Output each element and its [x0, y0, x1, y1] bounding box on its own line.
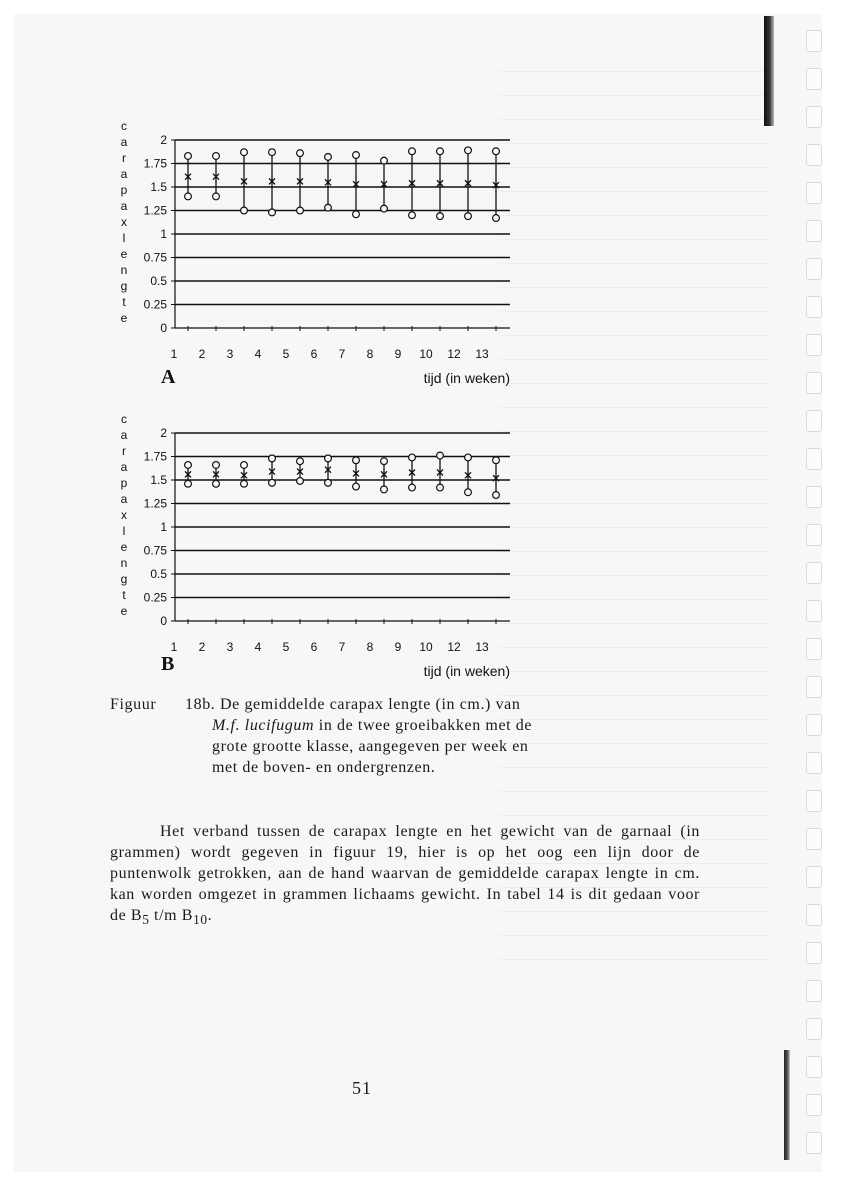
- binder-ring: [806, 144, 822, 166]
- subscript-10: 10: [193, 912, 208, 928]
- lower-bound-marker: [381, 486, 388, 493]
- binder-ring: [806, 106, 822, 128]
- x-tick-label: 10: [419, 640, 433, 654]
- y-axis-letter: a: [120, 460, 128, 474]
- binder-ring: [806, 904, 822, 926]
- caption-line-1: 18b. De gemiddelde carapax lengte (in cm.) van: [185, 696, 521, 713]
- binder-ring: [806, 866, 822, 888]
- lower-bound-marker: [325, 204, 332, 211]
- y-axis-letter: a: [120, 492, 128, 506]
- y-tick-label: 0.25: [143, 297, 167, 312]
- y-axis-letter: c: [121, 119, 127, 133]
- y-tick-label: 0.75: [143, 543, 167, 558]
- lower-bound-marker: [241, 207, 248, 214]
- lower-bound-marker: [241, 480, 248, 487]
- y-tick-label: 1.5: [150, 180, 167, 194]
- upper-bound-marker: [465, 147, 472, 154]
- y-axis-letter: p: [120, 476, 128, 490]
- y-tick-label: 0.25: [143, 590, 167, 605]
- upper-bound-marker: [241, 462, 248, 469]
- upper-bound-marker: [325, 455, 332, 462]
- lower-bound-marker: [437, 484, 444, 491]
- binder-ring: [806, 30, 822, 52]
- panel-letter-b: B: [161, 653, 175, 675]
- x-tick-label: 12: [447, 347, 461, 361]
- y-tick-label: 1: [160, 520, 167, 534]
- y-axis-letter: r: [122, 444, 126, 458]
- paragraph-range-word: t/m: [149, 907, 182, 924]
- x-tick-label: 2: [198, 640, 206, 654]
- lower-bound-marker: [269, 479, 276, 486]
- caption-label: Figuur: [110, 696, 157, 713]
- binder-ring: [806, 562, 822, 584]
- x-tick-label: 9: [394, 347, 402, 361]
- binder-ring: [806, 1094, 822, 1116]
- y-axis-letter: g: [120, 279, 128, 293]
- binder-ring: [806, 676, 822, 698]
- x-tick-label: 6: [310, 347, 318, 361]
- y-tick-label: 0.75: [143, 250, 167, 265]
- upper-bound-marker: [297, 150, 304, 157]
- y-tick-label: 1.75: [143, 156, 167, 171]
- upper-bound-marker: [409, 454, 416, 461]
- binder-ring: [806, 790, 822, 812]
- lower-bound-marker: [353, 483, 360, 490]
- x-tick-label: 4: [254, 347, 262, 361]
- panel-letter-a: A: [161, 366, 176, 388]
- caption-species-name: M.f. lucifugum: [212, 717, 315, 734]
- y-tick-label: 1.25: [143, 496, 167, 511]
- caption-line-3: grote grootte klasse, aangegeven per week en: [212, 738, 529, 755]
- binder-ring: [806, 752, 822, 774]
- caption-line-4: met de boven- en ondergrenzen.: [212, 759, 436, 776]
- y-axis-letter: a: [120, 428, 128, 442]
- lower-bound-marker: [465, 213, 472, 220]
- binder-ring: [806, 334, 822, 356]
- binder-ring: [806, 448, 822, 470]
- binder-ring: [806, 1056, 822, 1078]
- upper-bound-marker: [409, 148, 416, 155]
- upper-bound-marker: [325, 154, 332, 161]
- upper-bound-marker: [493, 148, 500, 155]
- y-tick-label: 1.25: [143, 203, 167, 218]
- lower-bound-marker: [409, 484, 416, 491]
- lower-bound-marker: [297, 478, 304, 485]
- y-axis-letter: n: [120, 556, 128, 570]
- lower-bound-marker: [213, 480, 220, 487]
- x-tick-label: 2: [198, 347, 206, 361]
- upper-bound-marker: [353, 457, 360, 464]
- upper-bound-marker: [437, 148, 444, 155]
- binder-ring: [806, 942, 822, 964]
- y-axis-letter: n: [120, 263, 128, 277]
- lower-bound-marker: [353, 211, 360, 218]
- body-paragraph: [110, 821, 700, 930]
- binder-ring: [806, 714, 822, 736]
- y-axis-letter: a: [120, 167, 128, 181]
- y-axis-letter: a: [120, 199, 128, 213]
- x-tick-label: 10: [419, 347, 433, 361]
- y-axis-letter: e: [120, 604, 128, 618]
- x-tick-label: 5: [282, 640, 290, 654]
- lower-bound-marker: [325, 479, 332, 486]
- upper-bound-marker: [297, 458, 304, 465]
- caption-line-2-rest: in de twee groeibakken met de: [314, 717, 533, 734]
- binder-ring: [806, 258, 822, 280]
- binder-ring: [806, 410, 822, 432]
- subscript-5: 5: [142, 912, 150, 928]
- x-tick-label: 13: [475, 640, 489, 654]
- x-tick-label: 13: [475, 347, 489, 361]
- x-tick-label: 3: [226, 640, 234, 654]
- lower-bound-marker: [409, 212, 416, 219]
- upper-bound-marker: [241, 149, 248, 156]
- lower-bound-marker: [297, 207, 304, 214]
- binding-shadow-bottom: [784, 1050, 790, 1160]
- lower-bound-marker: [465, 489, 472, 496]
- y-axis-letter: t: [122, 588, 126, 602]
- lower-bound-marker: [185, 480, 192, 487]
- paragraph-end: B: [181, 907, 194, 924]
- upper-bound-marker: [493, 457, 500, 464]
- y-tick-label: 2: [160, 426, 167, 440]
- y-axis-letter: g: [120, 572, 128, 586]
- y-axis-letter: e: [120, 540, 128, 554]
- x-tick-label: 7: [338, 347, 346, 361]
- y-tick-label: 1.75: [143, 449, 167, 464]
- y-axis-letter: p: [120, 183, 128, 197]
- binder-ring: [806, 68, 822, 90]
- y-tick-label: 0: [160, 321, 167, 335]
- x-axis-label: tijd (in weken): [423, 370, 510, 386]
- upper-bound-marker: [437, 452, 444, 459]
- binder-ring: [806, 1018, 822, 1040]
- binder-ring: [806, 828, 822, 850]
- y-axis-letter: t: [122, 295, 126, 309]
- binder-ring: [806, 638, 822, 660]
- binder-ring: [806, 524, 822, 546]
- binder-ring: [806, 600, 822, 622]
- binder-ring: [806, 372, 822, 394]
- lower-bound-marker: [269, 209, 276, 216]
- caption-body: [185, 694, 625, 778]
- y-axis-letter: l: [122, 231, 126, 245]
- paragraph-text: Het verband tussen de carapax lengte en het gewicht van de garnaal (in grammen) wordt gegeven in figuur 19, hier is op het oog een lijn door de puntenwolk getrokken, aan de hand waarvan de gemiddelde carapax lengte in cm. kan worden omgezet in grammen lichaams gewicht. In tabel 14 is dit gedaan voor de B: [110, 823, 700, 924]
- binder-ring: [806, 296, 822, 318]
- y-tick-label: 2: [160, 133, 167, 147]
- upper-bound-marker: [353, 152, 360, 159]
- upper-bound-marker: [381, 458, 388, 465]
- lower-bound-marker: [185, 193, 192, 200]
- x-tick-label: 8: [366, 640, 374, 654]
- y-tick-label: 0.5: [150, 567, 167, 581]
- lower-bound-marker: [493, 492, 500, 499]
- binder-ring: [806, 486, 822, 508]
- x-tick-label: 12: [447, 640, 461, 654]
- chart-a: [110, 119, 530, 386]
- upper-bound-marker: [213, 462, 220, 469]
- binder-ring: [806, 1132, 822, 1154]
- y-tick-label: 0: [160, 614, 167, 628]
- x-tick-label: 5: [282, 347, 290, 361]
- x-tick-label: 8: [366, 347, 374, 361]
- upper-bound-marker: [269, 149, 276, 156]
- upper-bound-marker: [185, 462, 192, 469]
- y-axis-letter: e: [120, 311, 128, 325]
- y-axis-letter: a: [120, 135, 128, 149]
- y-tick-label: 0.5: [150, 274, 167, 288]
- chart-b: [110, 412, 530, 679]
- y-axis-letter: e: [120, 247, 128, 261]
- page-number: 51: [352, 1078, 372, 1098]
- lower-bound-marker: [493, 215, 500, 222]
- x-tick-label: 6: [310, 640, 318, 654]
- y-tick-label: 1.5: [150, 473, 167, 487]
- binder-ring: [806, 182, 822, 204]
- upper-bound-marker: [213, 153, 220, 160]
- x-axis-label: tijd (in weken): [423, 663, 510, 679]
- binder-ring: [806, 220, 822, 242]
- caption-line-2: [212, 715, 625, 736]
- y-tick-label: 1: [160, 227, 167, 241]
- binder-ring: [806, 980, 822, 1002]
- x-tick-label: 9: [394, 640, 402, 654]
- x-tick-label: 7: [338, 640, 346, 654]
- lower-bound-marker: [437, 213, 444, 220]
- binding-shadow-top: [764, 16, 774, 126]
- y-axis-letter: x: [121, 215, 127, 229]
- y-axis-letter: l: [122, 524, 126, 538]
- upper-bound-marker: [381, 157, 388, 164]
- x-tick-label: 4: [254, 640, 262, 654]
- y-axis-letter: c: [121, 412, 127, 426]
- paragraph-tail: .: [207, 907, 213, 924]
- upper-bound-marker: [465, 454, 472, 461]
- x-tick-label: 3: [226, 347, 234, 361]
- upper-bound-marker: [269, 455, 276, 462]
- lower-bound-marker: [213, 193, 220, 200]
- lower-bound-marker: [381, 205, 388, 212]
- x-tick-label: 1: [170, 347, 178, 361]
- x-tick-label: 1: [170, 640, 178, 654]
- y-axis-letter: x: [121, 508, 127, 522]
- upper-bound-marker: [185, 153, 192, 160]
- y-axis-letter: r: [122, 151, 126, 165]
